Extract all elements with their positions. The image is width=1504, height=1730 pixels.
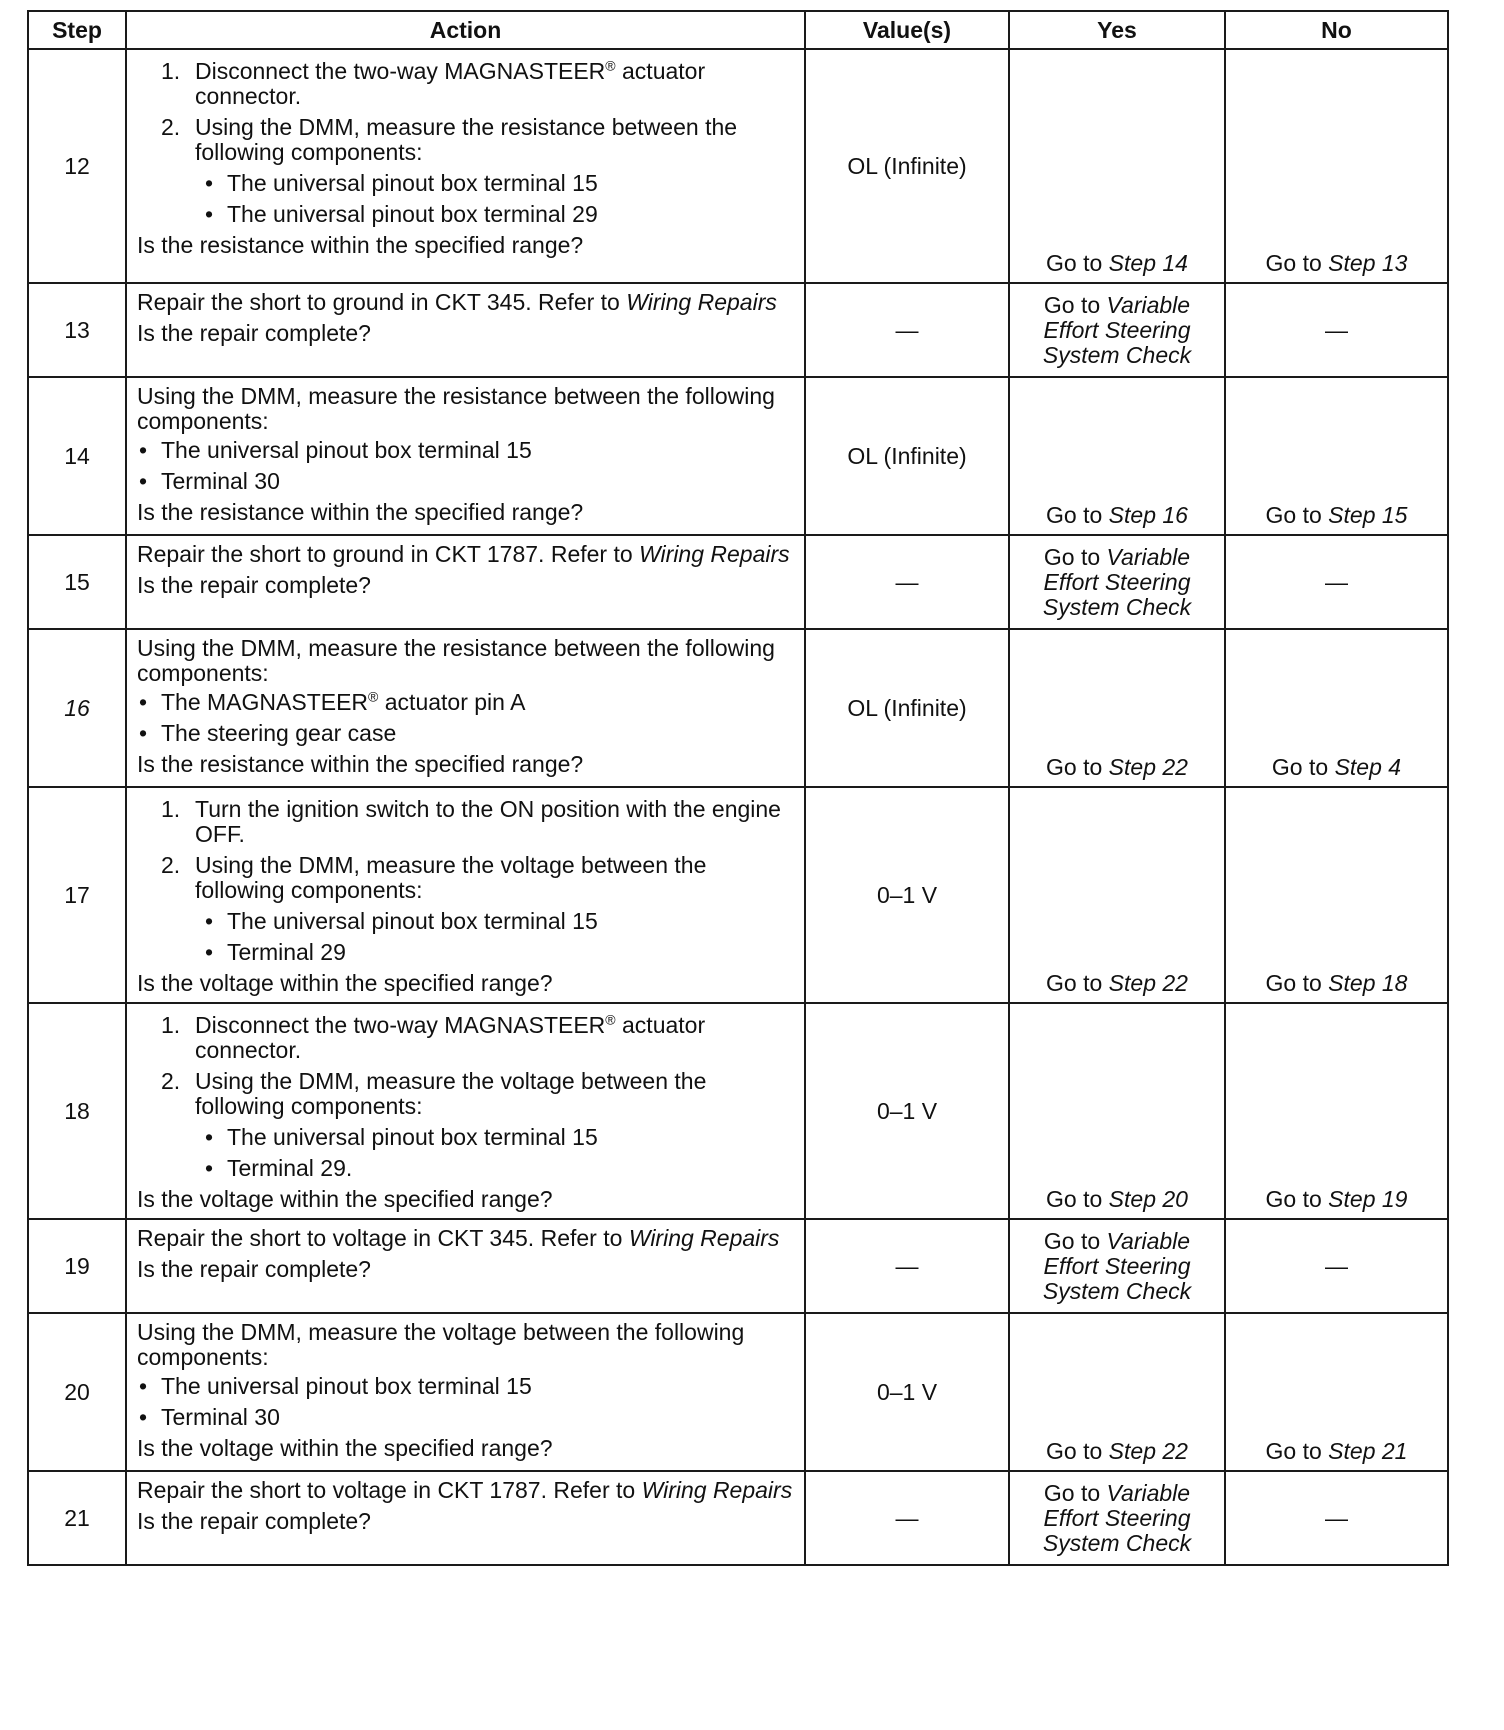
table-row — [28, 629, 1448, 787]
bullet-icon: • — [139, 689, 148, 715]
registered-mark: ® — [368, 688, 379, 705]
action-text: Using the DMM, measure the resistance between the following components: — [137, 635, 775, 686]
step-index: 1. — [161, 1012, 181, 1038]
yes-cell: Go to Step 22 — [1009, 1313, 1225, 1471]
step-number: 12 — [28, 49, 126, 283]
yes-cell: Go to Variable Effort Steering System Check — [1009, 1219, 1225, 1313]
list-item: • The universal pinout box terminal 15 — [205, 908, 598, 934]
question-text: Is the voltage within the specified range? — [137, 1186, 553, 1212]
action-text: Repair the short to ground in CKT 1787. Refer to Wiring Repairs — [137, 541, 790, 567]
list-item: • The universal pinout box terminal 15 — [139, 437, 532, 463]
header-yes: Yes — [1009, 11, 1225, 49]
action-cell — [126, 1471, 805, 1565]
diagnostic-table — [27, 10, 1449, 1566]
question-text: Is the repair complete? — [137, 1508, 371, 1534]
bullet-icon: • — [205, 908, 214, 934]
yes-cell: Go to Step 22 — [1009, 629, 1225, 787]
action-step: 1. Disconnect the two-way MAGNASTEER® actuator connector. — [161, 57, 706, 109]
step-number: 15 — [28, 535, 126, 629]
question-text: Is the repair complete? — [137, 1256, 371, 1282]
step-number: 14 — [28, 377, 126, 535]
yes-cell: Go to Step 20 — [1009, 1003, 1225, 1219]
value-cell: OL (Infinite) — [805, 49, 1009, 283]
question-text: Is the voltage within the specified range? — [137, 970, 553, 996]
bullet-icon: • — [205, 1155, 214, 1181]
action-step: 2. Using the DMM, measure the resistance between the following components: — [161, 114, 738, 165]
no-cell: — — [1225, 1219, 1448, 1313]
question-text: Is the resistance within the specified range? — [137, 232, 584, 258]
step-index: 1. — [161, 58, 181, 84]
list-item: • Terminal 30 — [139, 1404, 280, 1430]
value-cell: — — [805, 1471, 1009, 1565]
step-number: 17 — [28, 787, 126, 1003]
bullet-icon: • — [139, 720, 148, 746]
yes-cell: Go to Variable Effort Steering System Check — [1009, 535, 1225, 629]
list-item: • The universal pinout box terminal 29 — [205, 201, 598, 227]
action-cell — [126, 377, 805, 535]
no-cell: — — [1225, 535, 1448, 629]
table-row — [28, 1313, 1448, 1471]
yes-cell: Go to Step 14 — [1009, 49, 1225, 283]
step-number: 16 — [28, 629, 126, 787]
step-number: 19 — [28, 1219, 126, 1313]
action-cell — [126, 49, 805, 283]
action-text: Repair the short to ground in CKT 345. Refer to Wiring Repairs — [137, 289, 777, 315]
bullet-icon: • — [205, 201, 214, 227]
action-text: Repair the short to voltage in CKT 1787. Refer to Wiring Repairs — [137, 1477, 793, 1503]
value-cell: 0–1 V — [805, 1313, 1009, 1471]
table-row — [28, 1219, 1448, 1313]
bullet-icon: • — [205, 939, 214, 965]
action-cell — [126, 1003, 805, 1219]
header-values: Value(s) — [805, 11, 1009, 49]
question-text: Is the resistance within the specified range? — [137, 751, 584, 777]
action-step: 1. Turn the ignition switch to the ON position with the engine OFF. — [161, 796, 781, 847]
registered-mark: ® — [605, 57, 616, 74]
action-cell — [126, 1313, 805, 1471]
value-cell: — — [805, 283, 1009, 377]
value-cell: OL (Infinite) — [805, 629, 1009, 787]
list-item: • The universal pinout box terminal 15 — [205, 170, 598, 196]
step-index: 2. — [161, 852, 181, 878]
header-no: No — [1225, 11, 1448, 49]
bullet-icon: • — [139, 437, 148, 463]
registered-mark: ® — [605, 1011, 616, 1028]
question-text: Is the voltage within the specified range? — [137, 1435, 553, 1461]
action-text: Repair the short to voltage in CKT 345. Refer to Wiring Repairs — [137, 1225, 780, 1251]
value-cell: 0–1 V — [805, 787, 1009, 1003]
bullet-icon: • — [139, 1404, 148, 1430]
table-row — [28, 1003, 1448, 1219]
value-cell: — — [805, 1219, 1009, 1313]
list-item: • Terminal 30 — [139, 468, 280, 494]
action-step: 2. Using the DMM, measure the voltage between the following components: — [161, 852, 707, 903]
value-cell: 0–1 V — [805, 1003, 1009, 1219]
question-text: Is the repair complete? — [137, 320, 371, 346]
no-cell: Go to Step 21 — [1225, 1313, 1448, 1471]
no-cell: Go to Step 15 — [1225, 377, 1448, 535]
table-row — [28, 1471, 1448, 1565]
header-step: Step — [28, 11, 126, 49]
no-cell: — — [1225, 283, 1448, 377]
bullet-icon: • — [139, 468, 148, 494]
table-row — [28, 787, 1448, 1003]
header-row — [28, 11, 1448, 49]
table-row — [28, 49, 1448, 283]
list-item: • The MAGNASTEER® actuator pin A — [139, 688, 526, 715]
step-index: 2. — [161, 1068, 181, 1094]
table-row — [28, 535, 1448, 629]
table-row — [28, 283, 1448, 377]
yes-cell: Go to Step 22 — [1009, 787, 1225, 1003]
value-cell: — — [805, 535, 1009, 629]
action-step: 1. Disconnect the two-way MAGNASTEER® actuator connector. — [161, 1011, 706, 1063]
step-index: 1. — [161, 796, 181, 822]
action-cell — [126, 283, 805, 377]
list-item: • Terminal 29. — [205, 1155, 353, 1181]
list-item: • Terminal 29 — [205, 939, 346, 965]
header-action: Action — [126, 11, 805, 49]
step-index: 2. — [161, 114, 181, 140]
question-text: Is the repair complete? — [137, 572, 371, 598]
yes-cell: Go to Step 16 — [1009, 377, 1225, 535]
action-cell — [126, 629, 805, 787]
list-item: • The universal pinout box terminal 15 — [205, 1124, 598, 1150]
no-cell: Go to Step 18 — [1225, 787, 1448, 1003]
list-item: • The steering gear case — [139, 720, 397, 746]
step-number: 21 — [28, 1471, 126, 1565]
action-cell — [126, 1219, 805, 1313]
bullet-icon: • — [205, 1124, 214, 1150]
list-item: • The universal pinout box terminal 15 — [139, 1373, 532, 1399]
bullet-icon: • — [139, 1373, 148, 1399]
value-cell: OL (Infinite) — [805, 377, 1009, 535]
action-text: Using the DMM, measure the resistance between the following components: — [137, 383, 775, 434]
action-cell — [126, 787, 805, 1003]
no-cell: — — [1225, 1471, 1448, 1565]
step-number: 18 — [28, 1003, 126, 1219]
no-cell: Go to Step 19 — [1225, 1003, 1448, 1219]
action-text: Using the DMM, measure the voltage between the following components: — [137, 1319, 745, 1370]
step-number: 20 — [28, 1313, 126, 1471]
step-number: 13 — [28, 283, 126, 377]
question-text: Is the resistance within the specified range? — [137, 499, 584, 525]
action-cell — [126, 535, 805, 629]
yes-cell: Go to Variable Effort Steering System Check — [1009, 283, 1225, 377]
bullet-icon: • — [205, 170, 214, 196]
action-step: 2. Using the DMM, measure the voltage between the following components: — [161, 1068, 707, 1119]
no-cell: Go to Step 13 — [1225, 49, 1448, 283]
no-cell: Go to Step 4 — [1225, 629, 1448, 787]
table-row — [28, 377, 1448, 535]
yes-cell: Go to Variable Effort Steering System Check — [1009, 1471, 1225, 1565]
